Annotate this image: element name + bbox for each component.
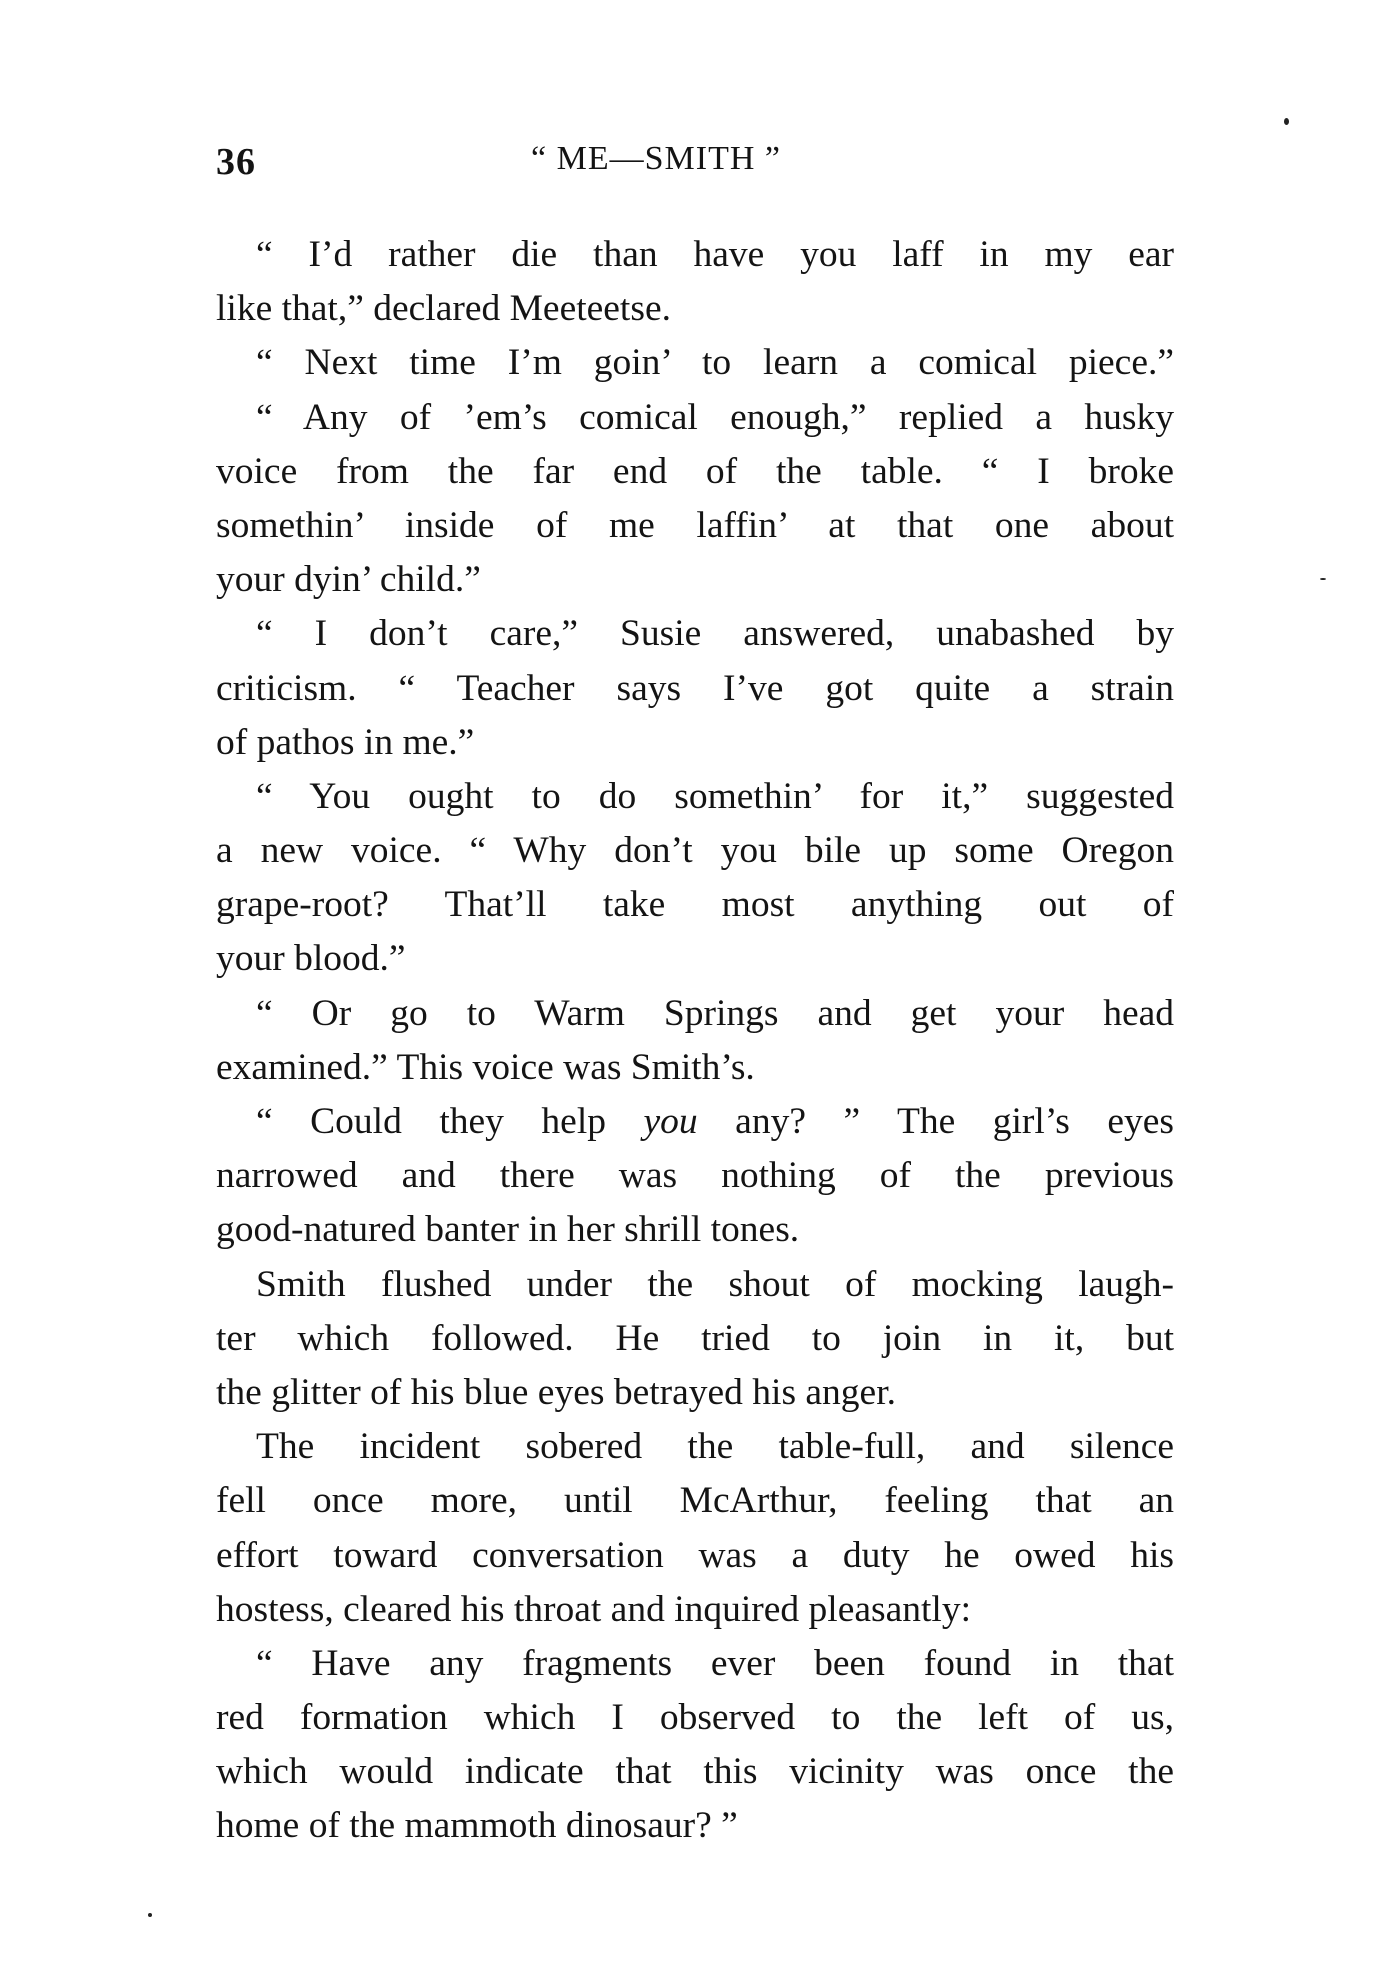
text-line: like that,” declared Meeteetse. — [216, 288, 671, 330]
scan-speck — [1284, 118, 1289, 125]
text-line: “ Or go to Warm Springs and get your head — [256, 992, 1174, 1034]
text-line: the glitter of his blue eyes betrayed his anger. — [216, 1371, 896, 1413]
text-line: grape-root? That’ll take most anything out of — [216, 884, 1174, 926]
text-line: good-natured banter in her shrill tones. — [216, 1209, 800, 1251]
text-line: red formation which I observed to the left of us, — [216, 1697, 1174, 1739]
text-line: ter which followed. He tried to join in it, but — [216, 1317, 1174, 1359]
scan-speck — [1320, 578, 1326, 580]
text-line: hostess, cleared his throat and inquired pleasantly: — [216, 1588, 971, 1630]
running-title: “ ME—SMITH ” — [531, 140, 781, 177]
text-line: effort toward conversation was a duty he owed his — [216, 1534, 1174, 1576]
text-line: home of the mammoth dinosaur? ” — [216, 1805, 738, 1847]
text-line: Smith flushed under the shout of mocking laugh- — [256, 1263, 1174, 1305]
text-line: “ Any of ’em’s comical enough,” replied a husky — [256, 396, 1174, 438]
running-head — [216, 140, 1176, 190]
page-number: 36 — [216, 141, 256, 183]
text-line: voice from the far end of the table. “ I broke — [216, 450, 1174, 492]
scan-speck — [148, 1913, 152, 1917]
text-line: “ You ought to do somethin’ for it,” suggested — [256, 775, 1174, 817]
emphasis: you — [643, 1101, 698, 1142]
text-line: The incident sobered the table-full, and silence — [256, 1426, 1174, 1468]
body-text — [216, 228, 1174, 1854]
text-line: a new voice. “ Why don’t you bile up some Oregon — [216, 830, 1174, 872]
text-line: somethin’ inside of me laffin’ at that one about — [216, 504, 1174, 546]
text-line: criticism. “ Teacher says I’ve got quite a strain — [216, 667, 1174, 709]
text-line: “ I’d rather die than have you laff in my ear — [256, 234, 1174, 275]
text-line: your dyin’ child.” — [216, 559, 481, 601]
text-line: fell once more, until McArthur, feeling that an — [216, 1480, 1174, 1522]
text-line: “ Could they help you any? ” The girl’s eyes — [256, 1101, 1174, 1142]
text-line: “ I don’t care,” Susie answered, unabashed by — [256, 613, 1174, 655]
text-line: examined.” This voice was Smith’s. — [216, 1046, 755, 1088]
text-line: “ Next time I’m goin’ to learn a comical piece.” — [256, 342, 1174, 384]
text-line: of pathos in me.” — [216, 721, 475, 763]
text-line: your blood.” — [216, 938, 406, 980]
text-line: which would indicate that this vicinity was once the — [216, 1751, 1174, 1793]
text-line: “ Have any fragments ever been found in that — [256, 1642, 1174, 1684]
text-line: narrowed and there was nothing of the previous — [216, 1155, 1174, 1197]
